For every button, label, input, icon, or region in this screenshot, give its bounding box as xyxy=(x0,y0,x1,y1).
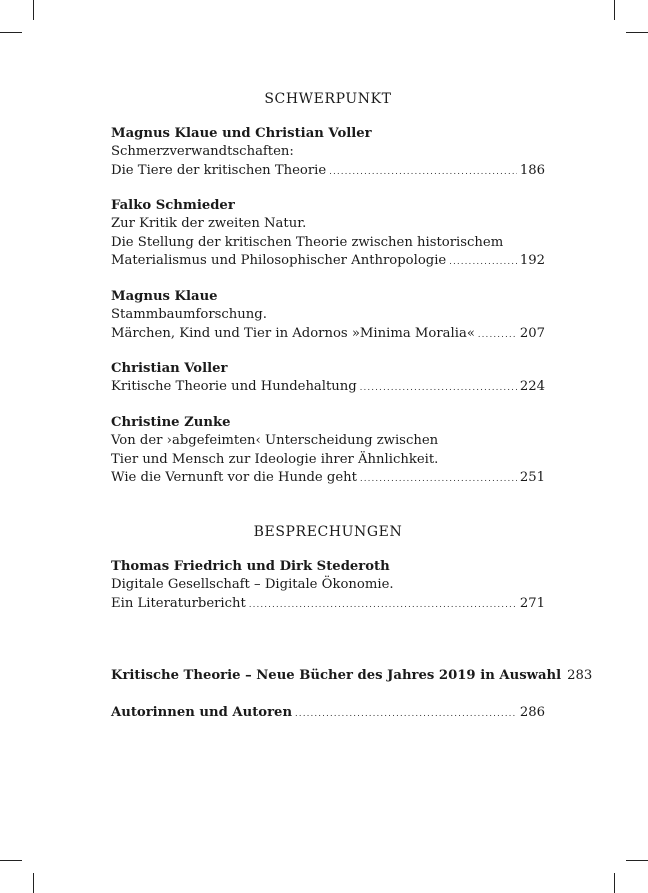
entry-title-line: Von der ›abgefeimten‹ Unterscheidung zwischen xyxy=(111,433,439,449)
dot-leader xyxy=(249,595,517,614)
entry-leader-line xyxy=(111,378,545,397)
toc-entry[interactable] xyxy=(111,125,545,181)
crop-mark-top-right-v xyxy=(614,0,615,20)
toc-entry-authors[interactable] xyxy=(111,704,545,723)
section-title-schwerpunkt: SCHWERPUNKT xyxy=(264,91,392,107)
toc-entry[interactable] xyxy=(111,414,545,488)
entry-title-bold: Autorinnen und Autoren xyxy=(111,705,293,720)
toc-entry[interactable] xyxy=(111,197,545,271)
entry-leader-line xyxy=(111,469,545,488)
crop-mark-bottom-right-h xyxy=(626,860,648,861)
page-number: 271 xyxy=(519,595,545,611)
dot-leader xyxy=(360,378,517,397)
crop-mark-top-left-h xyxy=(0,32,22,33)
page-number: 186 xyxy=(519,162,545,178)
entry-title-line: Zur Kritik der zweiten Natur. xyxy=(111,216,307,232)
entry-author: Christine Zunke xyxy=(111,415,231,430)
entry-leader-line xyxy=(111,162,545,181)
entry-title-line: Schmerzverwandtschaften: xyxy=(111,144,294,160)
entry-title-line: Ein Literaturbericht xyxy=(111,595,246,611)
entry-leader-line xyxy=(111,667,593,686)
entry-author: Magnus Klaue und Christian Voller xyxy=(111,126,372,141)
entry-title-line: Tier und Mensch zur Ideologie ihrer Ähnlichkeit. xyxy=(111,451,439,467)
dot-leader xyxy=(360,469,517,488)
dot-leader xyxy=(329,162,517,181)
entry-title-line: Kritische Theorie und Hundehaltung xyxy=(111,379,357,395)
entry-title-line: Materialismus und Philosophischer Anthropologie xyxy=(111,252,447,268)
page-number: 251 xyxy=(519,469,545,485)
entry-leader-line xyxy=(111,704,545,723)
entry-title-line: Die Tiere der kritischen Theorie xyxy=(111,162,327,178)
page-number: 286 xyxy=(519,705,545,720)
toc-entry-new-books[interactable] xyxy=(111,667,593,686)
entry-author: Thomas Friedrich und Dirk Stederoth xyxy=(111,559,390,574)
entry-title-line: Märchen, Kind und Tier in Adornos »Minima Moralia« xyxy=(111,325,475,341)
crop-mark-bottom-left-v xyxy=(33,873,34,893)
dot-leader xyxy=(478,325,517,344)
section-title-besprechungen: BESPRECHUNGEN xyxy=(253,524,403,540)
entry-title-line: Stammbaumforschung. xyxy=(111,307,267,323)
entry-author: Falko Schmieder xyxy=(111,198,235,213)
dot-leader xyxy=(295,704,517,723)
entry-title-line: Wie die Vernunft vor die Hunde geht xyxy=(111,469,357,485)
crop-mark-bottom-right-v xyxy=(614,873,615,893)
entry-title-line: Die Stellung der kritischen Theorie zwischen historischem xyxy=(111,234,504,250)
entry-leader-line xyxy=(111,595,545,614)
entry-title-bold: Kritische Theorie – Neue Bücher des Jahres 2019 in Auswahl xyxy=(111,668,562,683)
crop-mark-bottom-left-h xyxy=(0,860,22,861)
crop-mark-top-right-h xyxy=(626,32,648,33)
entry-author: Christian Voller xyxy=(111,361,228,376)
entry-leader-line xyxy=(111,252,545,271)
toc-entry[interactable] xyxy=(111,360,545,398)
entry-title-line: Digitale Gesellschaft – Digitale Ökonomie. xyxy=(111,577,394,593)
page-number: 207 xyxy=(519,325,545,341)
toc-entry[interactable] xyxy=(111,288,545,344)
page-number: 283 xyxy=(567,668,593,683)
page-number: 192 xyxy=(519,252,545,268)
crop-mark-top-left-v xyxy=(33,0,34,20)
page-number: 224 xyxy=(519,379,545,395)
entry-leader-line xyxy=(111,325,545,344)
entry-author: Magnus Klaue xyxy=(111,289,218,304)
toc-entry[interactable] xyxy=(111,558,545,614)
dot-leader xyxy=(449,252,517,271)
